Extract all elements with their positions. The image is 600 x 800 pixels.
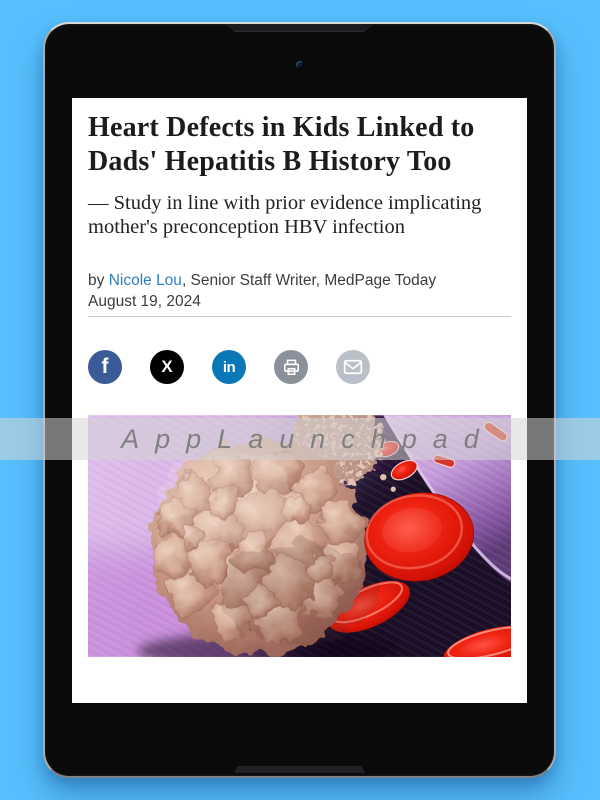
author-link[interactable]: Nicole Lou [108,272,182,289]
article-screen [72,98,527,703]
linkedin-share-button[interactable] [212,350,246,384]
printer-icon [282,358,301,377]
linkedin-icon: in [222,358,236,376]
article-content [72,111,527,657]
x-share-button[interactable] [150,350,184,384]
article-title: Heart Defects in Kids Linked to Dads' Hepatitis B History Too [88,112,475,177]
watermark-text: AppLaunchpad [121,423,495,454]
facebook-share-button[interactable] [88,350,122,384]
tablet-frame [43,22,556,778]
byline-prefix: by [88,272,109,289]
email-share-button[interactable] [336,350,370,384]
facebook-icon: f [101,355,109,378]
x-twitter-icon: X [161,357,173,376]
article-date: August 19, 2024 [88,293,201,310]
tablet-bottom-bar [234,766,366,773]
article-dek: — Study in line with prior evidence implicating mother's preconception HBV infection [88,192,482,238]
envelope-icon [343,359,363,375]
share-toolbar [88,350,511,384]
tablet-notch [225,24,375,32]
byline [88,270,511,291]
hepatitis-virus-illustration [88,415,511,657]
article-hero-image [88,415,511,657]
print-button[interactable] [274,350,308,384]
front-camera [296,61,304,69]
byline-suffix: , Senior Staff Writer, MedPage Today [181,272,437,289]
divider [88,316,511,317]
